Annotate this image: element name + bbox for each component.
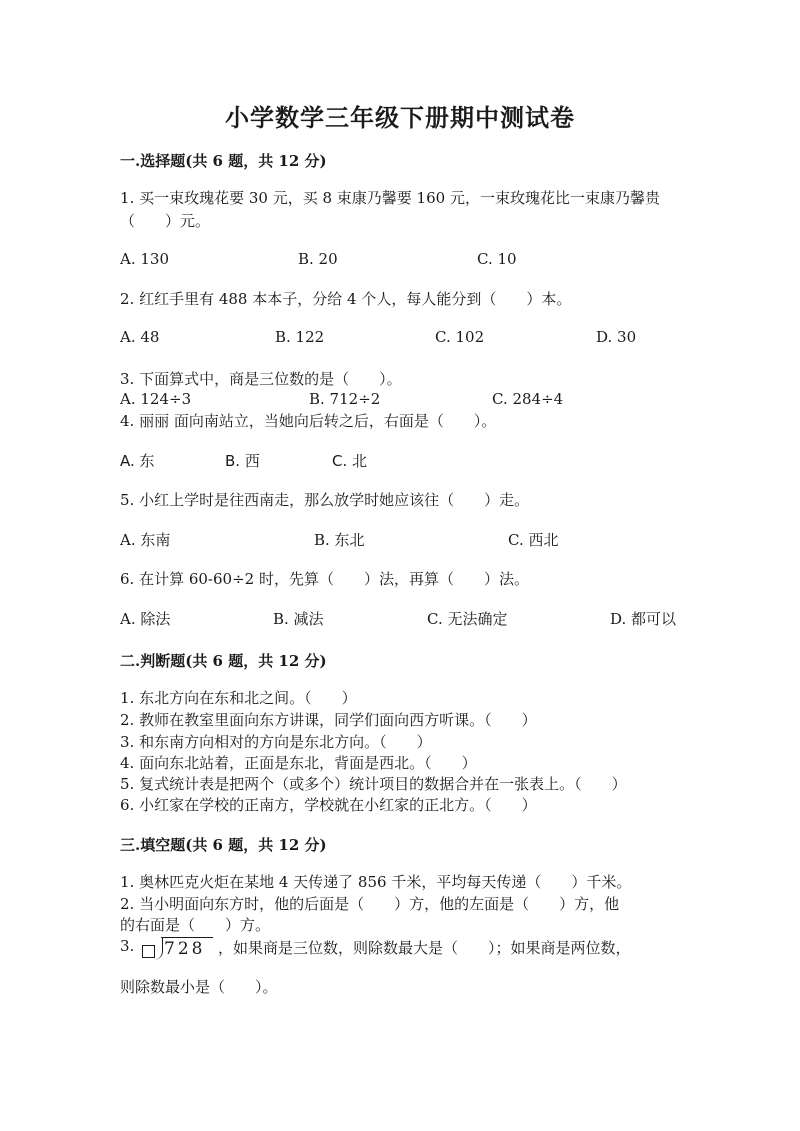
question-4-option-a[interactable]: A. 东 <box>120 452 155 470</box>
question-2-option-d[interactable]: D. 30 <box>596 328 637 346</box>
question-4-option-c[interactable]: C. 北 <box>332 452 368 470</box>
question-1-option-a[interactable]: A. 130 <box>120 250 169 268</box>
question-1-option-b[interactable]: B. 20 <box>298 250 338 268</box>
question-5-stem: 5. 小红上学时是往西南走，那么放学时她应该往（ ）走。 <box>120 491 530 509</box>
fill-question-3-cont: 则除数最小是（ ）。 <box>120 978 278 996</box>
question-2-stem: 2. 红红手里有 488 本本子，分给 4 个人，每人能分到（ ）本。 <box>120 290 572 308</box>
question-6-option-c[interactable]: C. 无法确定 <box>427 610 508 628</box>
fill-question-1: 1. 奥林匹克火炬在某地 4 天传递了 856 千米，平均每天传递（ ）千米。 <box>120 873 632 891</box>
question-3-stem: 3. 下面算式中，商是三位数的是（ ）。 <box>120 370 402 388</box>
section-heading-choice: 一.选择题(共 6 题，共 12 分) <box>120 152 327 170</box>
question-3-option-b[interactable]: B. 712÷2 <box>309 390 381 408</box>
section-heading-judge: 二.判断题(共 6 题，共 12 分) <box>120 652 327 670</box>
fill-question-3-number: 3. <box>120 937 135 955</box>
fill-question-2-cont: 的右面是（ ）方。 <box>120 916 271 934</box>
question-3-option-c[interactable]: C. 284÷4 <box>492 390 564 408</box>
question-1-option-c[interactable]: C. 10 <box>477 250 517 268</box>
question-4-option-b[interactable]: B. 西 <box>225 452 260 470</box>
judge-item: 2. 教师在教室里面向东方讲课，同学们面向西方听课。（ ） <box>120 711 537 729</box>
question-2-option-a[interactable]: A. 48 <box>120 328 160 346</box>
question-2-option-b[interactable]: B. 122 <box>275 328 325 346</box>
question-6-option-b[interactable]: B. 减法 <box>273 610 324 628</box>
question-2-option-c[interactable]: C. 102 <box>435 328 485 346</box>
judge-item: 5. 复式统计表是把两个（或多个）统计项目的数据合并在一张表上。（ ） <box>120 775 627 793</box>
question-6-option-d[interactable]: D. 都可以 <box>610 610 677 628</box>
question-1-stem-cont: （ ）元。 <box>120 212 211 230</box>
judge-item: 4. 面向东北站着，正面是东北，背面是西北。（ ） <box>120 754 477 772</box>
question-4-stem: 4. 丽丽 面向南站立，当她向后转之后，右面是（ ）。 <box>120 412 497 430</box>
judge-item: 6. 小红家在学校的正南方，学校就在小红家的正北方。（ ） <box>120 796 537 814</box>
judge-item: 3. 和东南方向相对的方向是东北方向。（ ） <box>120 733 432 751</box>
question-1-stem: 1. 买一束玫瑰花要 30 元，买 8 束康乃馨要 160 元，一束玫瑰花比一束康乃馨贵 <box>120 189 660 207</box>
question-6-option-a[interactable]: A. 除法 <box>120 610 171 628</box>
question-5-option-c[interactable]: C. 西北 <box>508 531 559 549</box>
division-bracket-icon <box>154 938 163 960</box>
judge-item: 1. 东北方向在东和北之间。（ ） <box>120 689 357 707</box>
question-6-stem: 6. 在计算 60-60÷2 时，先算（ ）法，再算（ ）法。 <box>120 570 529 588</box>
page-title: 小学数学三年级下册期中测试卷 <box>225 103 575 132</box>
question-5-option-b[interactable]: B. 东北 <box>314 531 365 549</box>
fill-question-3: ，如果商是三位数，则除数最大是（ ）；如果商是两位数， <box>218 939 631 957</box>
question-5-option-a[interactable]: A. 东南 <box>120 531 171 549</box>
division-bar <box>161 937 213 938</box>
fill-question-2: 2. 当小明面向东方时，他的后面是（ ）方，他的左面是（ ）方，他 <box>120 895 620 913</box>
long-division-figure <box>140 934 218 964</box>
dividend: 728 <box>164 939 206 959</box>
question-3-option-a[interactable]: A. 124÷3 <box>120 390 192 408</box>
section-heading-fill: 三.填空题(共 6 题，共 12 分) <box>120 836 327 854</box>
